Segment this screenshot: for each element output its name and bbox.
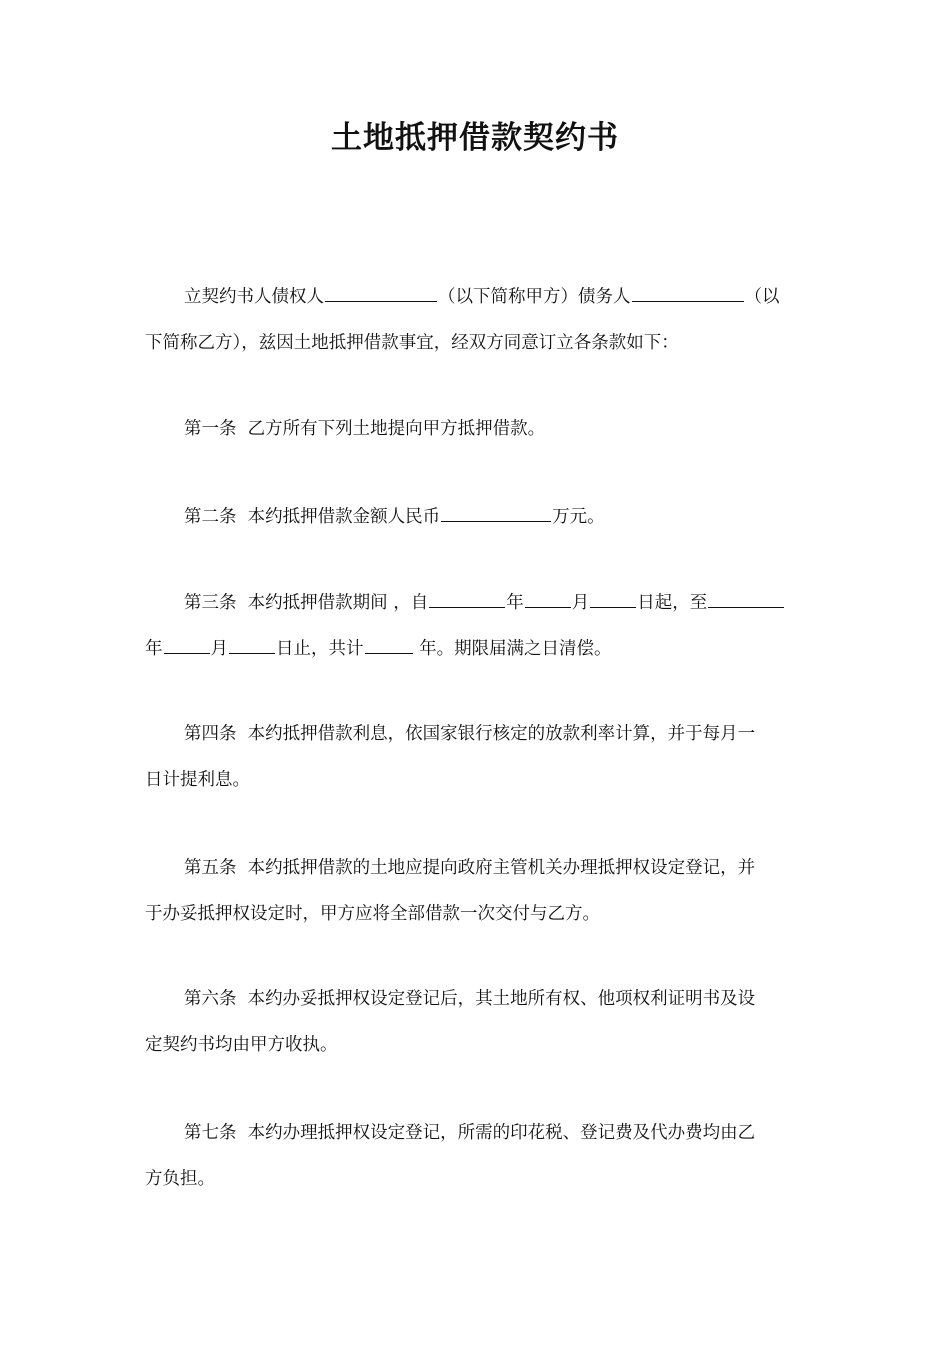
article-7-text-1: 本约办理抵押权设定登记，所需的印花税、登记费及代办费均由乙: [247, 1123, 756, 1143]
article-1-line: [145, 406, 807, 452]
total-years-blank: [365, 633, 413, 654]
end-month-label: 月: [210, 639, 228, 659]
article-4: [145, 711, 807, 803]
article-5: [145, 845, 807, 937]
amount-blank: [441, 501, 551, 522]
article-6-line-2: 定契约书均由甲方收执。: [145, 1035, 338, 1055]
article-3-line-1: [145, 580, 807, 626]
article-3-text-1: 本约抵押借款期间 ，自: [247, 593, 429, 613]
preamble-line-2: 下简称乙方），兹因土地抵押借款事宜，经双方同意订立各条款如下：: [145, 333, 679, 353]
article-7-line-2: 方负担。: [145, 1169, 215, 1189]
article-6: [145, 976, 807, 1068]
start-year-label: 年: [506, 593, 524, 613]
article-6-line-1: [145, 976, 807, 1022]
article-5-label: 第五条: [184, 858, 237, 878]
document-title: 土地抵押借款契约书: [331, 120, 619, 156]
end-day-label: 日止，共计: [276, 639, 364, 659]
article-7-line-1: [145, 1110, 807, 1156]
article-4-line-2: 日计提利息。: [145, 770, 250, 790]
start-month-label: 月: [571, 593, 590, 613]
article-2-line: [145, 494, 807, 540]
start-year-blank: [429, 587, 505, 608]
article-5-text-1: 本约抵押借款的土地应提向政府主管机关办理抵押权设定登记，并: [247, 858, 756, 878]
start-day-label: 日起，至: [637, 593, 708, 613]
article-1-label: 第一条: [184, 419, 237, 439]
article-2-text-1: 本约抵押借款金额人民币: [247, 507, 441, 527]
preamble-line-1: [145, 274, 807, 320]
creditor-blank: [325, 281, 437, 302]
article-2: [145, 494, 807, 540]
article-7: [145, 1110, 807, 1202]
article-3: [145, 580, 807, 672]
article-3-label: 第三条: [184, 593, 237, 613]
end-year-blank: [708, 587, 784, 608]
article-1-text: 乙方所有下列土地提向甲方抵押借款。: [247, 419, 546, 439]
article-6-text-1: 本约办妥抵押权设定登记后，其土地所有权、他项权利证明书及设: [247, 989, 756, 1009]
article-7-label: 第七条: [184, 1123, 237, 1143]
article-4-label: 第四条: [184, 724, 237, 744]
preamble-text-2: （以下简称甲方）债务人: [438, 287, 631, 307]
end-year-label: 年: [145, 639, 163, 659]
article-4-line-1: [145, 711, 807, 757]
article-5-line-1: [145, 845, 807, 891]
article-2-label: 第二条: [184, 507, 237, 527]
end-month-blank: [164, 633, 210, 654]
start-day-blank: [590, 587, 636, 608]
article-6-label: 第六条: [184, 989, 237, 1009]
article-3-line-2: [145, 626, 807, 672]
preamble-paragraph: [145, 274, 807, 366]
preamble-text-3: （以: [744, 287, 780, 307]
article-2-text-2: 万元。: [552, 507, 605, 527]
preamble-text-1: 立契约书人债权人: [184, 287, 324, 307]
debtor-blank: [632, 281, 744, 302]
end-day-blank: [229, 633, 275, 654]
article-4-text-1: 本约抵押借款利息，依国家银行核定的放款利率计算，并于每月一: [247, 724, 756, 744]
article-5-line-2: 于办妥抵押权设定时，甲方应将全部借款一次交付与乙方。: [145, 904, 600, 924]
article-3-text-end: 年。期限届满之日清偿。: [413, 639, 612, 659]
article-1: [145, 406, 807, 452]
start-month-blank: [525, 587, 571, 608]
